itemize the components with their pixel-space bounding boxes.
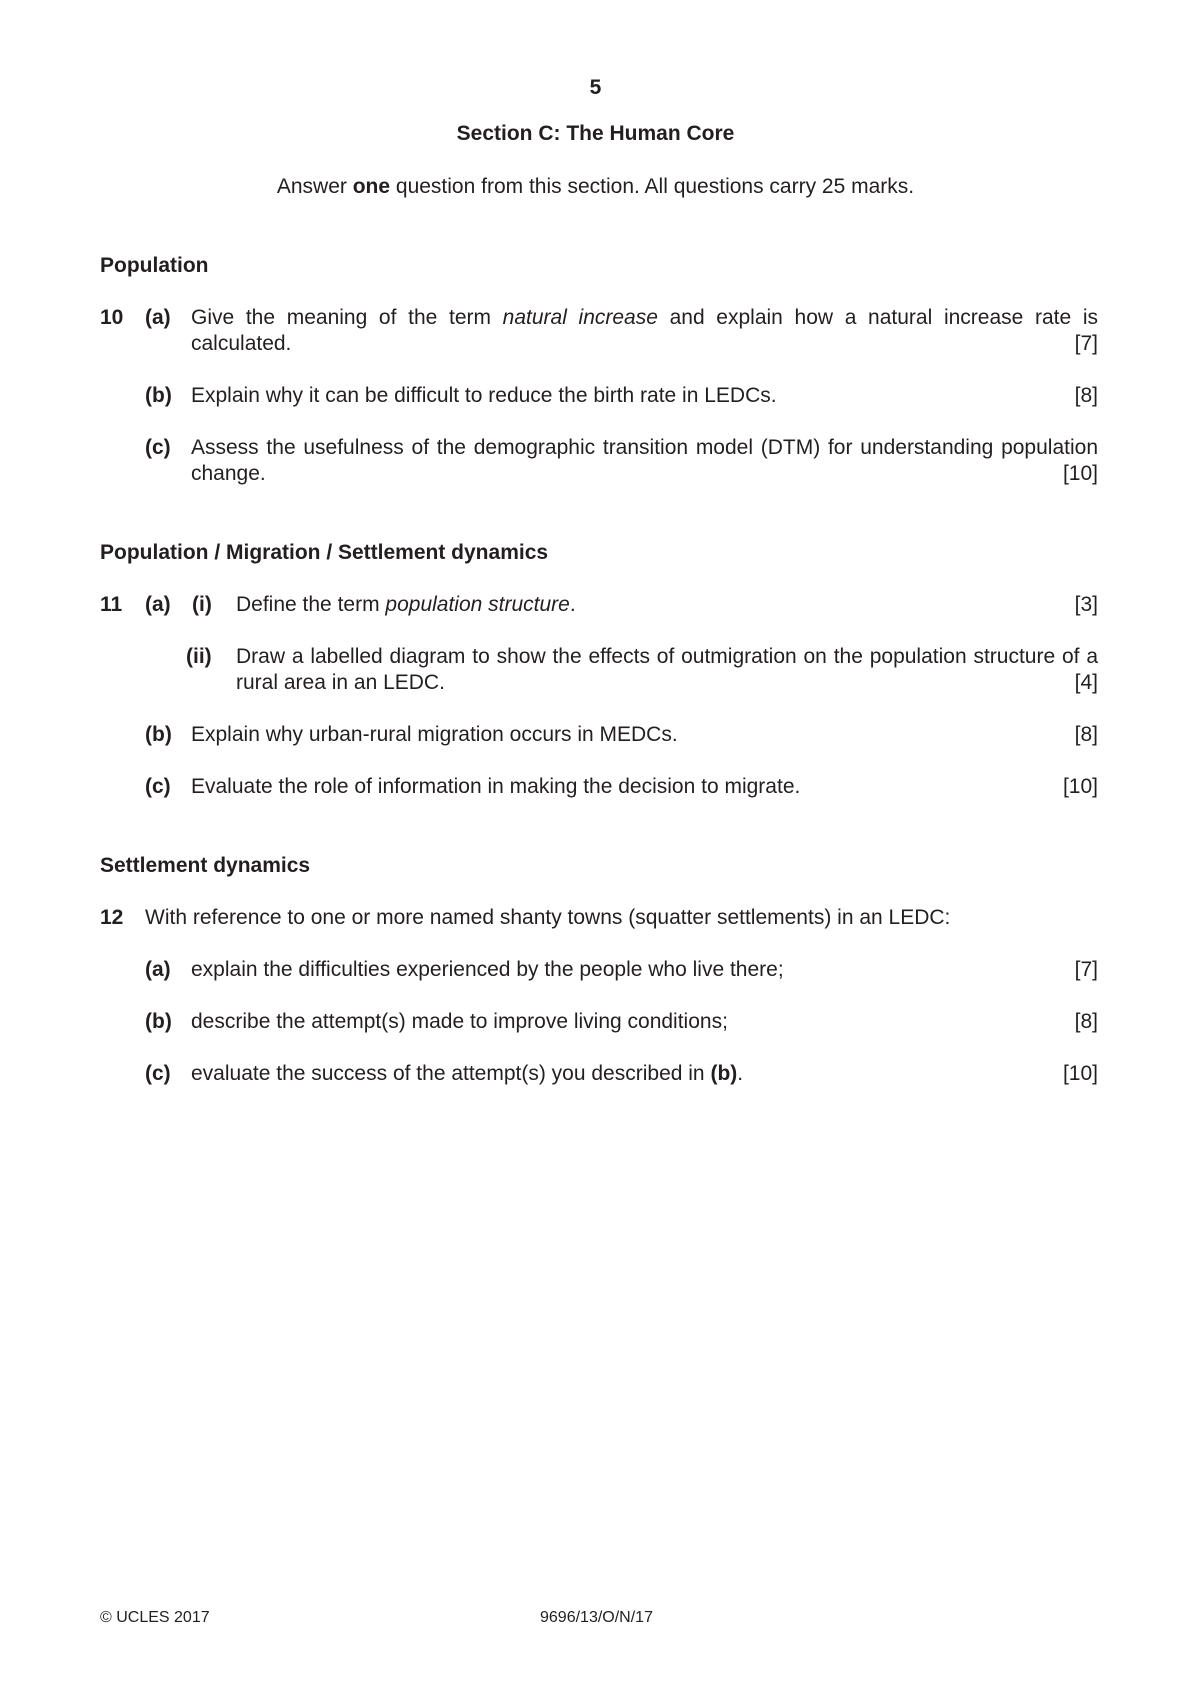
question-11aii-text: Draw a labelled diagram to show the effects of outmigration on the population structure of a rural area in an LEDC. [236,645,1098,694]
part-label-11b: (b) [145,723,172,746]
section-instructions: Answer one question from this section. All questions carry 25 marks. [276,175,915,198]
question-12a-text: explain the difficulties experienced by the people who live there; [191,958,784,981]
question-11b-text: Explain why urban-rural migration occurs in MEDCs. [191,723,678,746]
question-number-10: 10 [100,306,124,329]
question-11ai-text: Define the term population structure. [236,593,576,616]
part-label-12c: (c) [145,1062,171,1085]
question-number-12: 12 [100,906,124,929]
mark-11c: [10] [1062,775,1098,798]
page-number: 5 [589,76,602,99]
mark-11b: [8] [1074,723,1098,746]
part-label-10c: (c) [145,436,171,459]
mark-12b: [8] [1074,1010,1098,1033]
mark-10c: [10] [1062,462,1098,485]
footer-copyright: © UCLES 2017 [100,1609,210,1626]
question-10b-text: Explain why it can be difficult to reduce the birth rate in LEDCs. [191,384,777,407]
part-label-11a: (a) [145,593,171,616]
mark-11aii: [4] [1074,671,1098,694]
heading-migration: Population / Migration / Settlement dynamics [100,541,549,564]
part-label-11c: (c) [145,775,171,798]
mark-10a: [7] [1074,332,1098,355]
part-label-11aii: (ii) [186,645,212,668]
question-12-stem: With reference to one or more named shanty towns (squatter settlements) in an LEDC: [145,906,951,929]
mark-12c: [10] [1062,1062,1098,1085]
mark-11ai: [3] [1074,593,1098,616]
question-11c-text: Evaluate the role of information in making the decision to migrate. [191,775,801,798]
heading-population: Population [100,254,209,277]
footer-paper-code: 9696/13/O/N/17 [540,1609,653,1626]
mark-10b: [8] [1074,384,1098,407]
section-title: Section C: The Human Core [456,122,735,145]
heading-settlement: Settlement dynamics [100,854,311,877]
question-12c-text: evaluate the success of the attempt(s) you described in (b). [191,1062,744,1085]
part-label-10b: (b) [145,384,172,407]
part-label-12b: (b) [145,1010,172,1033]
question-10c-text: Assess the usefulness of the demographic transition model (DTM) for understanding population change. [191,436,1098,485]
question-12b-text: describe the attempt(s) made to improve living conditions; [191,1010,728,1033]
part-label-12a: (a) [145,958,171,981]
mark-12a: [7] [1074,958,1098,981]
part-label-11ai: (i) [192,593,212,616]
part-label-10a: (a) [145,306,171,329]
question-number-11: 11 [100,593,123,616]
question-10a-text: Give the meaning of the term natural increase and explain how a natural increase rate is calculated. [191,306,1099,355]
